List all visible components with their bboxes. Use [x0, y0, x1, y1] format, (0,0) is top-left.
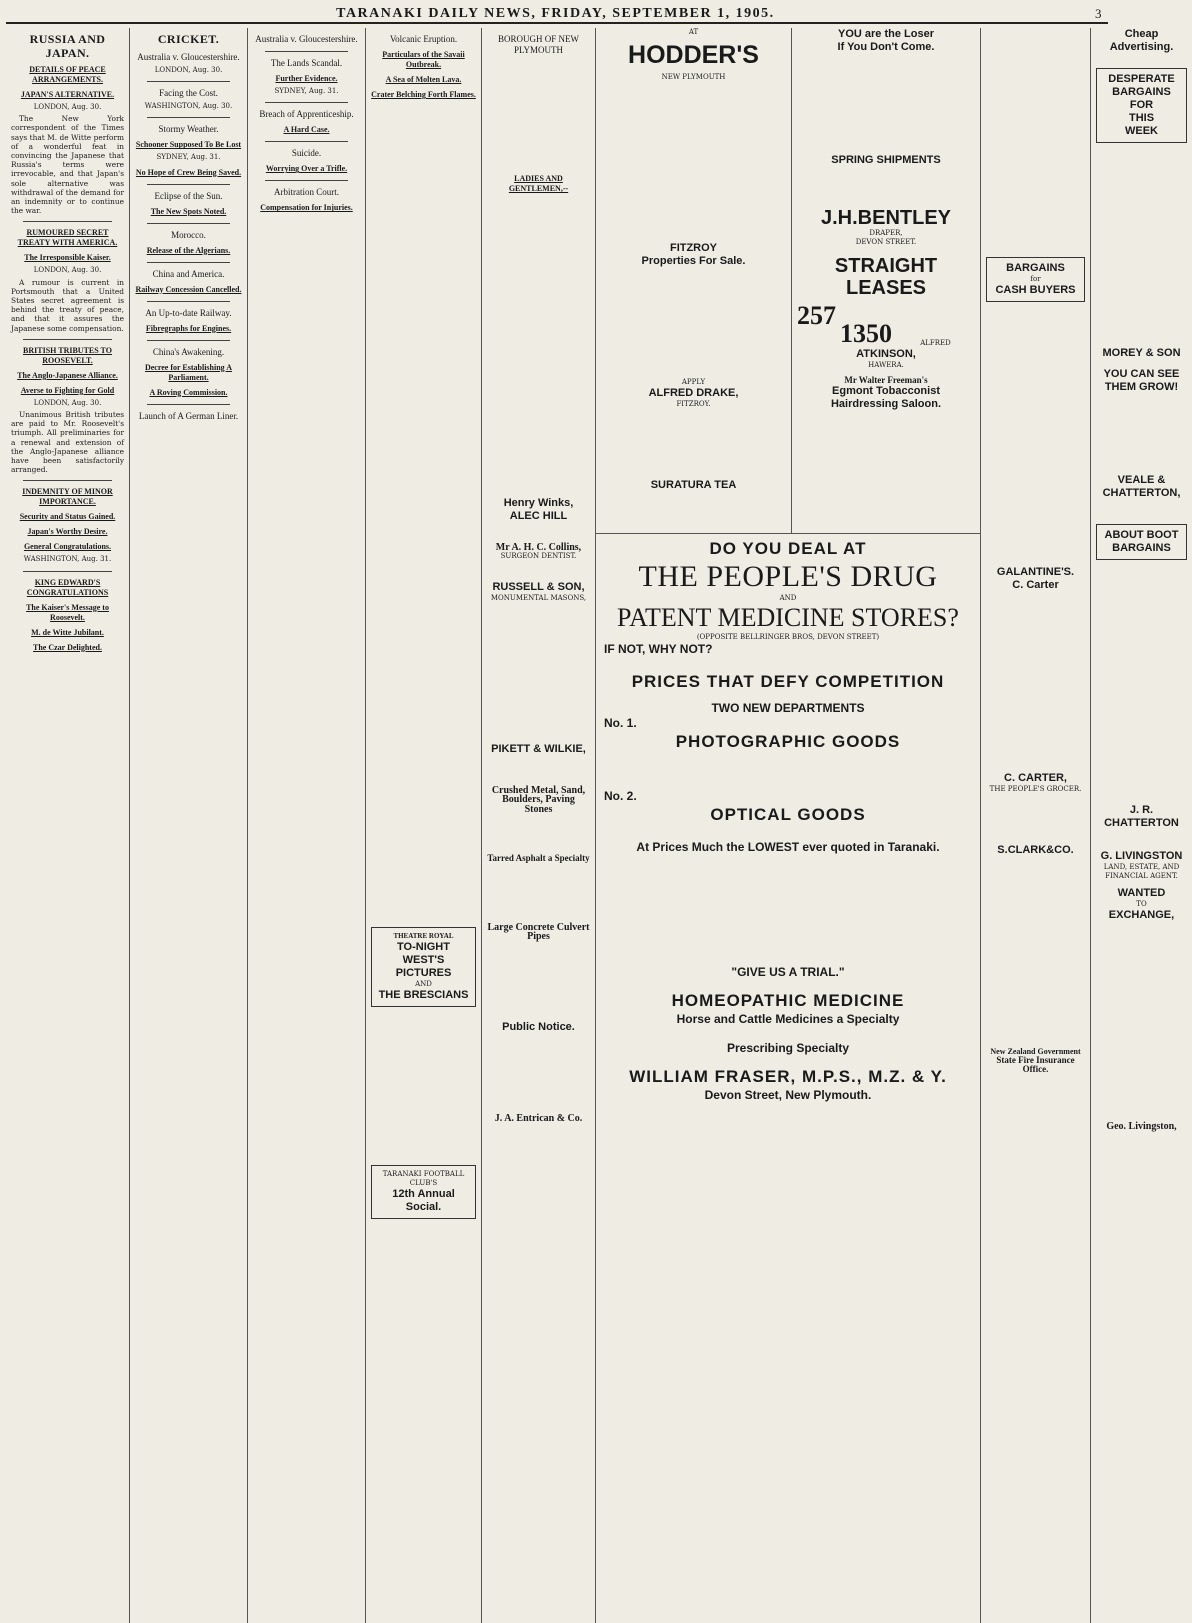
ad-space [986, 857, 1085, 1047]
no-2: No. 2. [604, 789, 637, 803]
ad-space [601, 82, 786, 242]
alec-hill: ALEC HILL [509, 510, 568, 522]
bargains-9: BARGAINS [1112, 86, 1171, 98]
atkinson: ATKINSON, [856, 348, 916, 360]
dateline: WASHINGTON, Aug. 30. [144, 102, 233, 111]
ad-space [487, 756, 590, 786]
masthead-title: TARANAKI DAILY NEWS, FRIDAY, SEPTEMBER 1, 1905. [336, 6, 775, 21]
notice-space [487, 59, 590, 169]
geo-livingston: Geo. Livingston, [1106, 1121, 1177, 1132]
subhead-volcanic: Volcanic Eruption. [389, 34, 458, 44]
egmont: Egmont Tobacconist [832, 385, 940, 398]
ad-space [986, 592, 1085, 772]
veale-chatterton: VEALE & CHATTERTON, [1102, 474, 1181, 499]
desperate: DESPERATE [1108, 73, 1175, 85]
culvert-pipes: Large Concrete Culvert Pipes [487, 922, 590, 943]
subhead-worrying: Worrying Over a Trifle. [265, 164, 348, 174]
divider [265, 51, 348, 52]
c-carter-2: C. CARTER, [1004, 772, 1067, 784]
jh-bentley: J.H.BENTLEY [820, 207, 952, 229]
patent-medicine: PATENT MEDICINE STORES? [617, 603, 959, 632]
subhead-railway: Railway Concession Cancelled. [135, 284, 242, 294]
subhead-alternative: JAPAN'S ALTERNATIVE. [20, 90, 115, 99]
subhead-roving: A Roving Commission. [149, 387, 228, 397]
galantine: GALANTINE'S. [996, 566, 1075, 578]
subhead-worthy: Japan's Worthy Desire. [27, 527, 108, 537]
pikett: PIKETT & WILKIE, [491, 743, 586, 756]
headline-russia-japan: RUSSIA AND JAPAN. [29, 32, 106, 60]
land-agent: LAND, ESTATE, AND FINANCIAL AGENT. [1103, 863, 1180, 880]
wests: WEST'S [402, 954, 445, 966]
ad-space [487, 603, 590, 743]
divider [147, 262, 230, 263]
ad-space [1096, 147, 1187, 347]
ad-space [1096, 394, 1187, 474]
ad-space [986, 794, 1085, 844]
football-club: TARANAKI FOOTBALL CLUB'S [382, 1170, 465, 1187]
subhead-suicide: Suicide. [291, 148, 322, 159]
ad-space [487, 1034, 590, 1114]
theatre-title: THEATRE ROYAL [393, 932, 454, 940]
column-9 [1091, 28, 1192, 1623]
public-notice: Public Notice. [502, 1021, 575, 1034]
dentist: SURGEON DENTIST. [500, 552, 577, 561]
g-livingston: G. LIVINGSTON [1100, 850, 1183, 862]
optical-goods: OPTICAL GOODS [710, 805, 866, 824]
draper: DRAPER, [869, 229, 903, 237]
loser-2: If You Don't Come. [837, 41, 935, 53]
columns-6-7 [596, 28, 981, 1623]
ad-space [487, 863, 590, 923]
prices-defy: PRICES THAT DEFY COMPETITION [631, 672, 945, 691]
article-text: Unanimous British tributes are paid to Mr. Roosevelt's triumph. All preliminaries for a renewal and extension of the Anglo-Japanese alliance have been satisfactorily arranged. [11, 410, 124, 475]
divider [147, 81, 230, 82]
subhead-no-hope: No Hope of Crew Being Saved. [135, 167, 242, 177]
pictures: PICTURES [395, 967, 452, 979]
subhead-security: Security and Status Gained. [19, 512, 116, 522]
brescians: THE BRESCIANS [378, 989, 469, 1001]
column-3 [248, 28, 366, 1623]
homeopathic: HOMEOPATHIC MEDICINE [671, 991, 905, 1010]
ad-space [1096, 500, 1187, 520]
new-plymouth: NEW PLYMOUTH [661, 73, 726, 81]
subhead-china-awakening: China's Awakening. [152, 346, 225, 357]
divider [147, 184, 230, 185]
wanted: WANTED [1117, 887, 1166, 899]
collins: Mr A. H. C. Collins, [495, 542, 582, 553]
hairdressing: Hairdressing Saloon. [830, 398, 942, 411]
devon-st: Devon Street, New Plymouth. [704, 1088, 872, 1102]
subhead-arbitration: Arbitration Court. [274, 187, 339, 198]
and: AND [415, 980, 432, 988]
divider [23, 571, 112, 572]
you-can-see: YOU CAN SEE THEM GROW! [1103, 368, 1180, 393]
article-body-space [371, 103, 476, 923]
columns [6, 28, 1183, 1623]
ad-space [797, 54, 975, 154]
nz-gov: New Zealand Government [990, 1047, 1081, 1056]
subhead-british: BRITISH TRIBUTES TO ROOSEVELT. [23, 345, 112, 365]
subhead-king: KING EDWARD'S CONGRATULATIONS [26, 577, 109, 597]
subhead-averse: Averse to Fighting for Gold [20, 385, 115, 395]
subhead-china-america: China and America. [152, 268, 225, 279]
headline-cricket: CRICKET. [157, 32, 220, 46]
do-you-deal: DO YOU DEAL AT [709, 539, 867, 558]
divider [265, 180, 348, 181]
state-fire: State Fire Insurance Office. [996, 1055, 1075, 1075]
theatre-ad [371, 927, 476, 1007]
dateline: LONDON, Aug. 30. [33, 103, 102, 111]
subhead-aus-glos-cont: Australia v. Gloucestershire. [255, 34, 358, 44]
about-boot: ABOUT BOOT BARGAINS [1104, 529, 1179, 554]
annual-social: 12th Annual Social. [392, 1188, 455, 1213]
subhead-sea-lava: A Sea of Molten Lava. [385, 75, 462, 84]
divider [265, 102, 348, 103]
opposite: (OPPOSITE BELLRINGER BROS, DEVON STREET) [696, 633, 880, 641]
page-number: 3 [1095, 6, 1102, 21]
column-2 [130, 28, 248, 1623]
ad-space [487, 941, 590, 1021]
subhead-czar: The Czar Delighted. [33, 642, 102, 652]
ad-space [986, 306, 1085, 566]
notice-space [487, 197, 590, 497]
divider [23, 480, 112, 481]
subhead-stormy: Stormy Weather. [158, 124, 219, 135]
subhead-release: Release of the Algerians. [146, 245, 231, 255]
masons: MONUMENTAL MASONS, [490, 594, 587, 603]
alfred-drake: ALFRED DRAKE, [648, 387, 739, 399]
subhead-facing-cost: Facing the Cost. [159, 88, 218, 99]
dateline: LONDON, Aug. 30. [33, 266, 102, 275]
week-9: WEEK [1125, 125, 1158, 137]
devon-street: DEVON STREET. [855, 238, 917, 246]
n1350: 1350 [840, 319, 892, 348]
subhead-further: Further Evidence. [275, 74, 338, 83]
subhead-schooner: Schooner Supposed To Be Lost [135, 140, 242, 150]
ad-space [487, 814, 590, 854]
divider [23, 221, 112, 222]
divider [147, 117, 230, 118]
cash-buyers: CASH BUYERS [995, 284, 1076, 296]
boot-bargains-ad [1096, 524, 1187, 560]
apply: APPLY [681, 378, 706, 386]
ad-space [601, 268, 786, 378]
subhead-hard-case: A Hard Case. [283, 125, 330, 135]
ad-space [487, 561, 590, 581]
ad-body-space [371, 1011, 476, 1161]
masthead [6, 4, 1108, 24]
photographic-goods: PHOTOGRAPHIC GOODS [675, 732, 901, 751]
horse-cattle: Horse and Cattle Medicines a Specialty [676, 1012, 900, 1026]
tarred-asphalt: Tarred Asphalt a Specialty [487, 852, 590, 863]
divider [147, 301, 230, 302]
for: for [1030, 275, 1041, 283]
if-not: IF NOT, WHY NOT? [604, 642, 713, 656]
give-us-trial: "GIVE US A TRIAL." [731, 965, 845, 979]
divider [265, 141, 348, 142]
column-4 [366, 28, 482, 1623]
football-ad [371, 1165, 476, 1219]
lowest-prices: At Prices Much the LOWEST ever quoted in Taranaki. [636, 840, 940, 854]
subhead-breach: Breach of Apprenticeship. [259, 109, 354, 120]
loser-1: YOU are the Loser [838, 28, 934, 40]
peoples-drug: THE PEOPLE'S DRUG [638, 560, 938, 593]
subhead-compensation: Compensation for Injuries. [260, 203, 353, 213]
russell: RUSSELL & SON, [492, 581, 585, 594]
leases: LEASES [845, 277, 927, 299]
s-clark: S.CLARK&CO. [997, 844, 1074, 856]
borough-notice: BOROUGH OF NEW PLYMOUTH [498, 34, 579, 55]
cheap-advertising: Cheap Advertising. [1109, 28, 1174, 53]
this-9: THIS [1128, 112, 1155, 124]
prescribing: Prescribing Specialty [726, 1041, 850, 1055]
ad-space [604, 753, 972, 789]
ad-space [604, 826, 972, 840]
ad-space [1096, 830, 1187, 850]
two-departments: TWO NEW DEPARTMENTS [711, 701, 865, 715]
subhead-kaiser: The Irresponsible Kaiser. [24, 253, 111, 263]
column-1 [6, 28, 130, 1623]
c-carter: C. Carter [1012, 579, 1059, 591]
divider [147, 404, 230, 405]
tonight: TO-NIGHT [397, 941, 450, 953]
subhead-new-spots: The New Spots Noted. [150, 206, 227, 216]
henry-winks: Henry Winks, [503, 497, 574, 509]
jr-chatterton: J. R. CHATTERTON [1104, 804, 1179, 829]
dateline: SYDNEY, Aug. 31. [156, 153, 221, 162]
william-fraser: WILLIAM FRASER, M.P.S., M.Z. & Y. [629, 1067, 947, 1086]
hawera: HAWERA. [868, 361, 904, 369]
crushed-metal: Crushed Metal, Sand, Boulders, Paving Stones [491, 785, 586, 815]
subhead-kaiser-msg: The Kaiser's Message to Roosevelt. [26, 602, 109, 622]
masthead-left-spacer [12, 6, 16, 22]
peoples-grocer: THE PEOPLE'S GROCER. [989, 785, 1082, 793]
column-6 [596, 28, 792, 533]
subhead-aus-glos: Australia v. Gloucestershire. [137, 52, 240, 62]
straight: STRAIGHT [834, 255, 938, 277]
dateline: WASHINGTON, Aug. 31. [23, 555, 112, 564]
divider [147, 223, 230, 224]
ladies-gentlemen: LADIES AND GENTLEMEN,-- [508, 174, 569, 193]
subhead-morocco: Morocco. [171, 229, 206, 240]
bargains-ad [986, 257, 1085, 302]
to: TO [1136, 900, 1147, 908]
ad-space [797, 167, 975, 207]
desperate-ad [1096, 68, 1187, 143]
exchange: EXCHANGE, [1108, 909, 1175, 921]
morey-son: MOREY & SON [1102, 347, 1181, 359]
subhead-particulars: Particulars of the Savaii Outbreak. [382, 50, 465, 69]
dateline: SYDNEY, Aug. 31. [274, 87, 339, 95]
bargains: BARGAINS [1006, 262, 1065, 274]
subhead-indemnity: INDEMNITY OF MINOR IMPORTANCE. [22, 487, 113, 507]
subhead-treaty: RUMOURED SECRET TREATY WITH AMERICA. [17, 228, 118, 248]
subhead-crater: Crater Belching Forth Flames. [371, 90, 476, 99]
subhead-peace: DETAILS OF PEACE ARRANGEMENTS. [29, 65, 106, 84]
hodders: HODDER'S [628, 41, 759, 69]
subhead-decree: Decree for Establishing A Parliament. [144, 362, 233, 382]
suratura: SURATURA TEA [650, 479, 737, 491]
spring-shipments: SPRING SHIPMENTS [831, 154, 941, 166]
article-text: A rumour is current in Portsmouth that a United States secret agreement is behind the treaty of peace, and that it assures the Japanese some compensation. [11, 277, 124, 333]
subhead-witte: M. de Witte Jubilant. [31, 627, 104, 637]
alfred: ALFRED [920, 339, 951, 347]
ad-space [604, 855, 972, 965]
fitzroy: FITZROY [669, 242, 718, 254]
article-text: The New York correspondent of the Times says that M. de Witte perform of a wonderful feat in convincing the Japanese that Russia's terms were irrevocable, and that Japan's sole alternative was withdrawal of the demand for an indemnity or to continue the war. [11, 114, 124, 216]
no-1: No. 1. [604, 716, 637, 730]
subhead-fibregraphs: Fibregraphs for Engines. [145, 323, 232, 333]
peoples-drug-ad [596, 533, 980, 1107]
subhead-uptodate: An Up-to-date Railway. [145, 307, 232, 318]
entrican: J. A. Entrican & Co. [494, 1113, 583, 1125]
ad-space [1096, 54, 1187, 64]
ad-space [1096, 922, 1187, 1122]
freeman: Mr Walter Freeman's [844, 375, 928, 385]
dateline: LONDON, Aug. 30. [33, 398, 102, 407]
dateline: LONDON, Aug. 30. [154, 66, 223, 74]
ad-space [1096, 564, 1187, 804]
subhead-lands-scandal: The Lands Scandal. [270, 58, 343, 68]
subhead-launch: Launch of A German Liner. [138, 410, 239, 421]
ad-space [986, 28, 1085, 253]
column-7 [792, 28, 980, 533]
subhead-congrat: General Congratulations. [23, 542, 112, 552]
for-9: FOR [1129, 99, 1154, 111]
ad-space [487, 523, 590, 543]
divider [23, 339, 112, 340]
n257: 257 [797, 301, 836, 330]
columns-6-7-top [596, 28, 980, 533]
column-8 [981, 28, 1091, 1623]
at: AT [688, 28, 699, 36]
subhead-anglo: The Anglo-Japanese Alliance. [17, 370, 118, 380]
subhead-eclipse: Eclipse of the Sun. [154, 190, 223, 201]
properties: Properties For Sale. [641, 255, 746, 267]
divider [147, 340, 230, 341]
and: AND [779, 594, 797, 602]
column-5 [482, 28, 596, 1623]
ad-space [601, 409, 786, 479]
fitzroy-town: FITZROY. [676, 400, 711, 408]
